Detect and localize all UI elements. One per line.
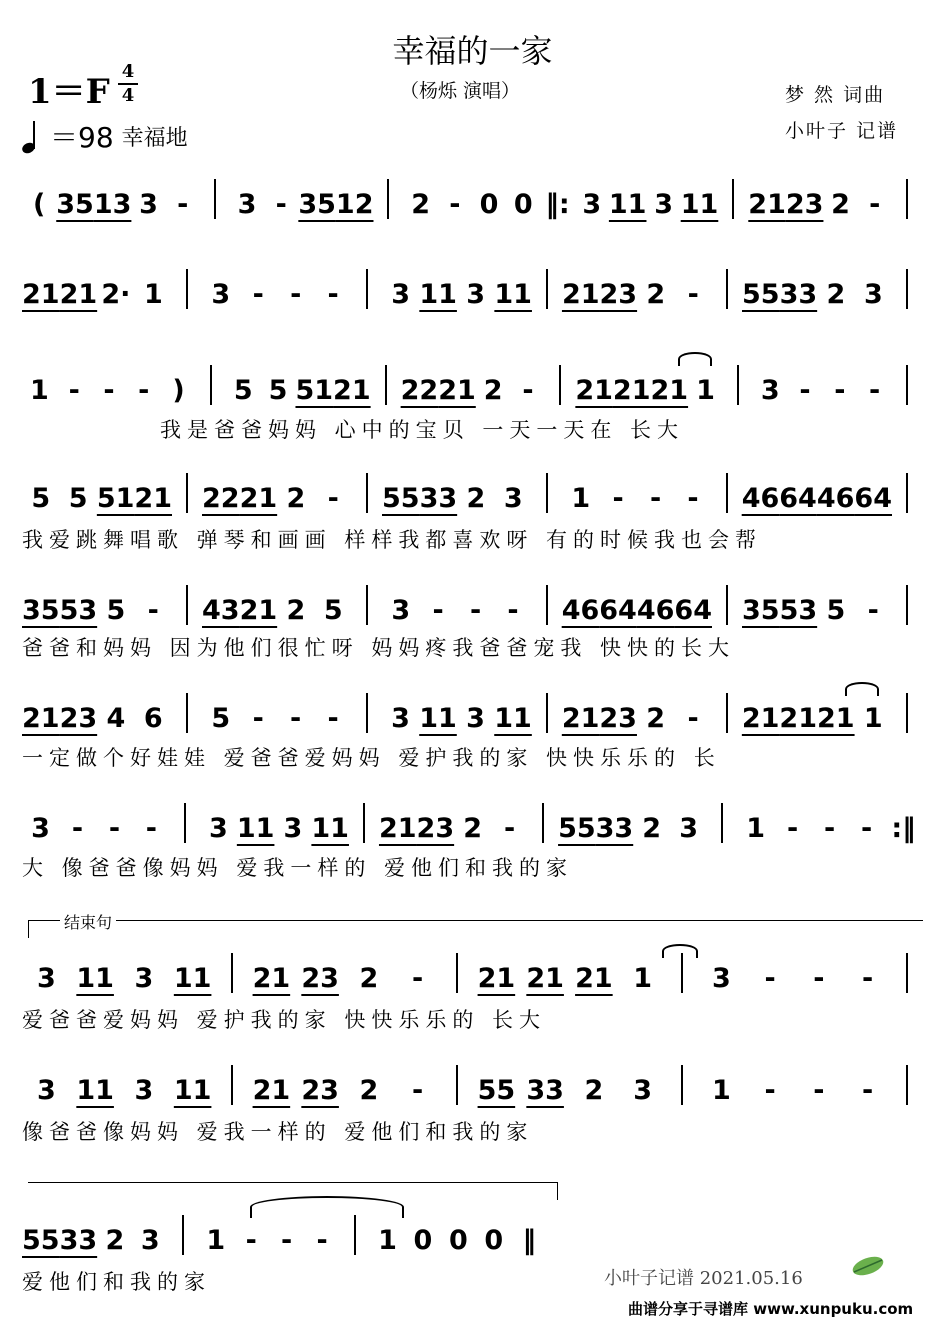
note: 5 — [826, 595, 846, 626]
note: 21 — [575, 963, 613, 994]
note: 55 — [742, 279, 780, 310]
notation-row — [22, 1062, 922, 1108]
note: 3 — [140, 1225, 160, 1256]
note: 33 — [595, 813, 634, 844]
transcriber-credit: 小叶子 记谱 — [785, 120, 899, 142]
note: - — [275, 189, 287, 220]
time-signature-bottom: 4 — [121, 85, 135, 106]
note: 11 — [419, 279, 457, 310]
bar-line — [906, 953, 908, 993]
bar-line — [546, 693, 548, 733]
note: 11 — [608, 189, 647, 220]
note: 1 — [571, 483, 591, 514]
bar-line — [732, 179, 734, 219]
note: - — [862, 963, 874, 994]
note: - — [281, 1225, 293, 1256]
note: 3 — [711, 963, 731, 994]
note: 2 — [286, 595, 306, 626]
note: 12 — [335, 189, 374, 220]
note: 35 — [298, 189, 336, 220]
note: - — [316, 1225, 328, 1256]
bar-line — [366, 585, 368, 625]
note: - — [177, 189, 189, 220]
note: 23 — [416, 813, 455, 844]
notation-row — [22, 950, 922, 996]
note: - — [687, 483, 699, 514]
note: 51 — [96, 483, 135, 514]
bar-line — [906, 269, 908, 309]
note: - — [412, 963, 424, 994]
note: 3 — [208, 813, 228, 844]
note: 6 — [143, 703, 163, 734]
note: 11 — [76, 963, 114, 994]
note: 2 — [642, 813, 662, 844]
note: - — [245, 1225, 257, 1256]
note: 0 — [448, 1225, 468, 1256]
note: 21 — [612, 375, 651, 406]
note: 21 — [561, 279, 600, 310]
note: 33 — [59, 1225, 98, 1256]
lyric-line: 我爱跳舞唱歌 弹琴和画画 样样我都喜欢呀 有的时候我也会帮 — [22, 528, 763, 552]
notation-row — [22, 176, 922, 222]
note: - — [687, 703, 699, 734]
note: 21 — [22, 279, 60, 310]
note: - — [68, 375, 80, 406]
note: 21 — [438, 375, 476, 406]
note: 21 — [650, 375, 689, 406]
note: - — [522, 375, 534, 406]
note: ( — [32, 189, 46, 220]
note: 55 — [382, 483, 420, 514]
note: - — [687, 279, 699, 310]
bar-line — [681, 1065, 683, 1105]
note: 5 — [31, 483, 51, 514]
note: 11 — [494, 703, 532, 734]
bar-line — [906, 365, 908, 405]
note: - — [327, 279, 339, 310]
note: 2 — [584, 1075, 604, 1106]
note: - — [813, 963, 825, 994]
note: 46 — [561, 595, 600, 626]
tempo-mood: 幸福地 — [121, 125, 188, 151]
tie — [250, 1196, 404, 1218]
note: 35 — [742, 595, 780, 626]
note: 53 — [59, 595, 98, 626]
note: 23 — [301, 963, 339, 994]
note: 1 — [378, 1225, 397, 1256]
bar-line — [906, 473, 908, 513]
note: 55 — [22, 1225, 60, 1256]
bar-line — [385, 365, 387, 405]
tempo-bpm: ＝98 — [50, 121, 114, 154]
note: - — [469, 595, 482, 626]
note: 33 — [779, 279, 818, 310]
slur — [678, 352, 712, 366]
note: 2· — [101, 279, 131, 310]
note: 21 — [134, 483, 172, 514]
note: 3 — [139, 189, 158, 220]
note: 64 — [674, 595, 712, 626]
note: 11 — [173, 1075, 212, 1106]
lyric-line: 一定做个好娃娃 爱爸爸爱妈妈 爱护我的家 快快乐乐的 长 — [22, 746, 721, 770]
note: 3 — [283, 813, 303, 844]
performer: （杨烁 演唱） — [400, 80, 521, 102]
bar-line — [214, 179, 216, 219]
note: 21 — [59, 279, 98, 310]
bar-line — [726, 693, 728, 733]
note: 33 — [419, 483, 458, 514]
bar-line — [354, 1215, 356, 1255]
note: 11 — [419, 703, 457, 734]
note: 55 — [558, 813, 596, 844]
note: 23 — [301, 1075, 339, 1106]
time-signature-top: 4 — [121, 61, 135, 82]
note: 11 — [494, 279, 532, 310]
ending-bracket-line — [28, 920, 923, 921]
note: 5 — [211, 703, 231, 734]
lyric-line: 爱他们和我的家 — [22, 1270, 211, 1294]
note: 11 — [680, 189, 719, 220]
note: 3 — [503, 483, 523, 514]
note: - — [290, 279, 302, 310]
note: 5 — [106, 595, 126, 626]
note: - — [71, 813, 84, 844]
note: 3 — [466, 279, 486, 310]
lyric-line: 爱爸爸爱妈妈 爱护我的家 快快乐乐的 长大 — [22, 1008, 547, 1032]
note: - — [252, 703, 264, 734]
note: 1 — [633, 963, 653, 994]
note: - — [764, 963, 776, 994]
bar-line — [366, 269, 368, 309]
note: 21 — [748, 189, 786, 220]
note: 0 — [484, 1225, 504, 1256]
note: 46 — [816, 483, 855, 514]
note: - — [649, 483, 662, 514]
time-signature — [118, 62, 138, 106]
note: ) — [172, 375, 185, 406]
bar-line — [906, 1065, 908, 1105]
note: 3 — [582, 189, 602, 220]
note: 35 — [56, 189, 94, 220]
bar-line — [737, 365, 739, 405]
note: - — [103, 375, 115, 406]
bar-line — [186, 585, 188, 625]
note: 2 — [831, 189, 850, 220]
note: 3 — [31, 813, 50, 844]
bar-line — [184, 803, 186, 843]
coda-bracket-line — [28, 1182, 558, 1183]
bar-line — [366, 693, 368, 733]
bar-line — [546, 473, 548, 513]
quarter-note-icon — [22, 119, 44, 153]
note: 21 — [239, 483, 278, 514]
note: - — [327, 483, 339, 514]
note: 21 — [252, 963, 291, 994]
note: - — [145, 813, 157, 844]
note: 5 — [233, 375, 253, 406]
note: - — [869, 189, 881, 220]
note: ‖ — [522, 1225, 536, 1256]
note: 21 — [333, 375, 371, 406]
note: 3 — [134, 1075, 154, 1106]
note: 3 — [679, 813, 699, 844]
bar-line — [186, 269, 188, 309]
bar-line — [906, 693, 908, 733]
bar-line — [726, 269, 728, 309]
note: 23 — [59, 703, 98, 734]
ending-bracket-tick — [28, 920, 29, 938]
note: 2 — [826, 279, 846, 310]
note: ‖: — [545, 189, 570, 220]
note: 21 — [378, 813, 417, 844]
note: 5 — [268, 375, 288, 406]
note: 5 — [323, 595, 343, 626]
notation-row — [22, 1212, 547, 1258]
note: 23 — [785, 189, 824, 220]
lyric-line: 我是爸爸妈妈 心中的宝贝 一天一天在 长大 — [160, 418, 685, 442]
bar-line — [721, 803, 723, 843]
notation-row — [22, 582, 922, 628]
note: - — [834, 375, 846, 406]
note: - — [252, 279, 264, 310]
note: 35 — [22, 595, 60, 626]
note: 46 — [636, 595, 675, 626]
note: - — [813, 1075, 825, 1106]
note: 21 — [22, 703, 60, 734]
bar-line — [559, 365, 561, 405]
note: 2 — [483, 375, 503, 406]
key-signature: 1＝F — [28, 72, 110, 112]
leaf-icon — [848, 1252, 888, 1280]
note: 1 — [143, 279, 163, 310]
note: 3 — [760, 375, 780, 406]
bar-line — [363, 803, 365, 843]
lyric-line: 像爸爸像妈妈 爱我一样的 爱他们和我的家 — [22, 1120, 534, 1144]
note: 3 — [654, 189, 673, 220]
note: 2 — [646, 703, 666, 734]
notation-row — [22, 690, 922, 736]
note: 64 — [854, 483, 892, 514]
composer-credit: 梦 然 词曲 — [785, 84, 886, 106]
note: - — [787, 813, 799, 844]
note: 3 — [391, 279, 410, 310]
lyric-line: 爸爸和妈妈 因为他们很忙呀 妈妈疼我爸爸宠我 快快的长大 — [22, 636, 736, 660]
note: 21 — [779, 703, 817, 734]
bar-line — [906, 585, 908, 625]
bar-line — [210, 365, 212, 405]
notation-row — [22, 362, 922, 408]
bar-line — [906, 179, 908, 219]
note: 11 — [311, 813, 349, 844]
note: 23 — [599, 279, 638, 310]
note: 21 — [741, 703, 780, 734]
note: 11 — [236, 813, 275, 844]
note: 55 — [477, 1075, 516, 1106]
note: 11 — [173, 963, 212, 994]
ending-label: 结束句 — [60, 910, 116, 933]
coda-bracket-tick — [557, 1182, 558, 1200]
note: - — [147, 595, 159, 626]
note: 3 — [863, 279, 883, 310]
note: - — [867, 595, 879, 626]
note: - — [449, 189, 461, 220]
bar-line — [387, 179, 389, 219]
bar-line — [542, 803, 544, 843]
note: 3 — [237, 189, 257, 220]
note: - — [507, 595, 519, 626]
slur — [662, 944, 698, 958]
note: 21 — [252, 1075, 291, 1106]
bar-line — [456, 1065, 458, 1105]
note: 21 — [477, 963, 516, 994]
bar-line — [366, 473, 368, 513]
note: - — [862, 1075, 874, 1106]
notation-row — [22, 470, 922, 516]
note: :‖ — [891, 813, 916, 844]
note: - — [503, 813, 516, 844]
note: 2 — [466, 483, 486, 514]
note: 1 — [696, 375, 715, 406]
note: - — [860, 813, 873, 844]
lyric-line: 大 像爸爸像妈妈 爱我一样的 爱他们和我的家 — [22, 856, 574, 880]
note: 13 — [93, 189, 132, 220]
watermark: 小叶子记谱 2021.05.16 — [604, 1268, 803, 1289]
note: 3 — [391, 703, 410, 734]
note: 3 — [633, 1075, 653, 1106]
note: 43 — [202, 595, 240, 626]
note: 53 — [779, 595, 818, 626]
note: 3 — [134, 963, 154, 994]
note: 1 — [863, 703, 883, 734]
note: 0 — [413, 1225, 433, 1256]
note: 64 — [599, 595, 637, 626]
note: 4 — [106, 703, 126, 734]
note: 21 — [817, 703, 855, 734]
bar-line — [546, 269, 548, 309]
note: 22 — [202, 483, 240, 514]
note: 21 — [575, 375, 613, 406]
song-title: 幸福的一家 — [392, 32, 553, 70]
note: 2 — [646, 279, 666, 310]
note: 2 — [359, 963, 379, 994]
note: - — [327, 703, 339, 734]
note: - — [612, 483, 624, 514]
note: 21 — [561, 703, 600, 734]
tempo-marking — [22, 116, 188, 156]
note: 64 — [779, 483, 817, 514]
bar-line — [186, 693, 188, 733]
bar-line — [186, 473, 188, 513]
bar-line — [681, 953, 683, 993]
note: 0 — [479, 189, 499, 220]
note: 2 — [411, 189, 430, 220]
note: 1 — [206, 1225, 226, 1256]
note: 2 — [286, 483, 306, 514]
note: 22 — [400, 375, 439, 406]
note: - — [764, 1075, 776, 1106]
note: 33 — [526, 1075, 564, 1106]
note: 3 — [466, 703, 485, 734]
note: 46 — [741, 483, 780, 514]
note: 2 — [105, 1225, 125, 1256]
notation-row — [22, 800, 922, 846]
note: - — [823, 813, 836, 844]
bar-line — [726, 473, 728, 513]
note: - — [412, 1075, 424, 1106]
note: 1 — [711, 1075, 731, 1106]
note: 11 — [76, 1075, 114, 1106]
note: 2 — [463, 813, 482, 844]
bar-line — [231, 1065, 233, 1105]
note: 1 — [746, 813, 766, 844]
bar-line — [726, 585, 728, 625]
footer-source: 曲谱分享于寻谱库 www.xunpuku.com — [628, 1300, 914, 1318]
note: 3 — [36, 963, 56, 994]
note: - — [868, 375, 881, 406]
note: 3 — [211, 279, 231, 310]
note: 2 — [359, 1075, 379, 1106]
bar-line — [456, 953, 458, 993]
note: 5 — [68, 483, 88, 514]
note: - — [290, 703, 302, 734]
note: - — [799, 375, 811, 406]
note: 0 — [513, 189, 533, 220]
note: 1 — [29, 375, 49, 406]
notation-row — [22, 266, 922, 312]
note: 23 — [599, 703, 637, 734]
bar-line — [231, 953, 233, 993]
note: 3 — [36, 1075, 56, 1106]
bar-line — [182, 1215, 184, 1255]
slur — [845, 682, 879, 696]
note: 3 — [391, 595, 411, 626]
note: - — [138, 375, 150, 406]
note: 21 — [239, 595, 278, 626]
note: - — [432, 595, 444, 626]
note: 21 — [526, 963, 564, 994]
bar-line — [546, 585, 548, 625]
note: 51 — [295, 375, 334, 406]
note: - — [108, 813, 121, 844]
